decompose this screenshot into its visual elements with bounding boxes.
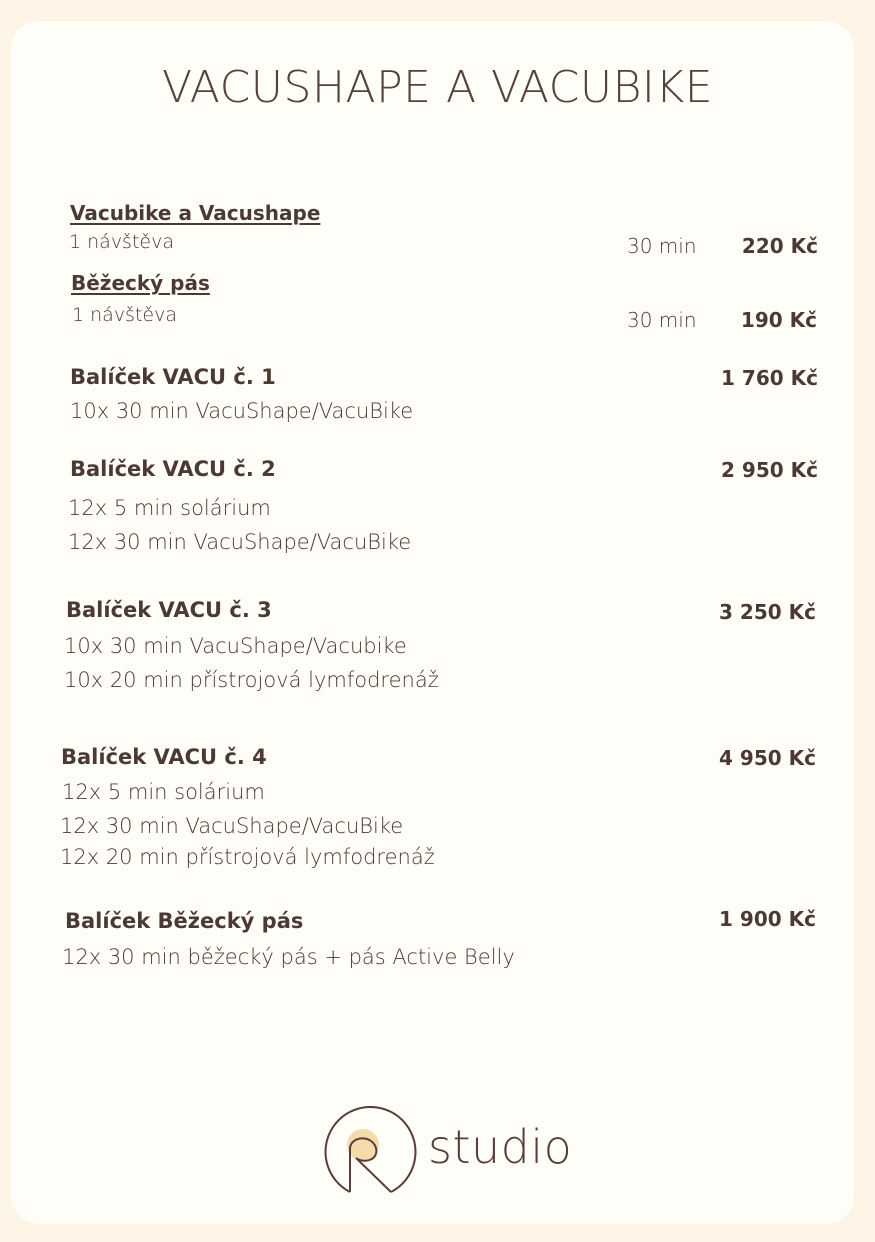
- package-4-line-3: 12x 20 min přístrojová lymfodrenáž: [60, 845, 435, 869]
- package-2-line-1: 12x 5 min solárium: [68, 496, 271, 520]
- package-price-4: 4 950 Kč: [719, 746, 816, 770]
- package-price-1: 1 760 Kč: [721, 366, 818, 390]
- service-duration-treadmill: 30 min: [627, 308, 697, 332]
- package-4-line-1: 12x 5 min solárium: [62, 780, 265, 804]
- package-name-3: Balíček VACU č. 3: [66, 598, 272, 622]
- page-title: VACUSHAPE A VACUBIKE: [161, 62, 714, 113]
- service-duration-vacubike: 30 min: [627, 234, 697, 258]
- service-heading-vacubike: Vacubike a Vacushape: [70, 201, 321, 225]
- package-4-line-2: 12x 30 min VacuShape/VacuBike: [60, 814, 404, 838]
- package-treadmill-line-1: 12x 30 min běžecký pás + pás Active Belly: [62, 945, 515, 969]
- package-name-1: Balíček VACU č. 1: [70, 365, 276, 389]
- package-1-line-1: 10x 30 min VacuShape/VacuBike: [70, 399, 414, 423]
- package-price-3: 3 250 Kč: [719, 600, 816, 624]
- package-3-line-1: 10x 30 min VacuShape/Vacubike: [64, 634, 407, 658]
- package-price-treadmill: 1 900 Kč: [719, 907, 816, 931]
- r-circle-logo-icon: [322, 1106, 418, 1198]
- studio-logo: [322, 1106, 573, 1198]
- package-name-2: Balíček VACU č. 2: [70, 457, 276, 481]
- service-heading-treadmill: Běžecký pás: [71, 271, 210, 295]
- package-name-4: Balíček VACU č. 4: [61, 745, 267, 769]
- package-name-treadmill: Balíček Běžecký pás: [65, 909, 304, 933]
- package-price-2: 2 950 Kč: [721, 458, 818, 482]
- package-2-line-2: 12x 30 min VacuShape/VacuBike: [68, 530, 412, 554]
- service-price-vacubike: 220 Kč: [741, 234, 818, 258]
- service-label-vacubike: 1 návštěva: [69, 231, 174, 253]
- logo-text: studio: [428, 1120, 573, 1174]
- package-3-line-2: 10x 20 min přístrojová lymfodrenáž: [64, 668, 439, 692]
- service-price-treadmill: 190 Kč: [740, 308, 817, 332]
- service-label-treadmill: 1 návštěva: [72, 304, 177, 326]
